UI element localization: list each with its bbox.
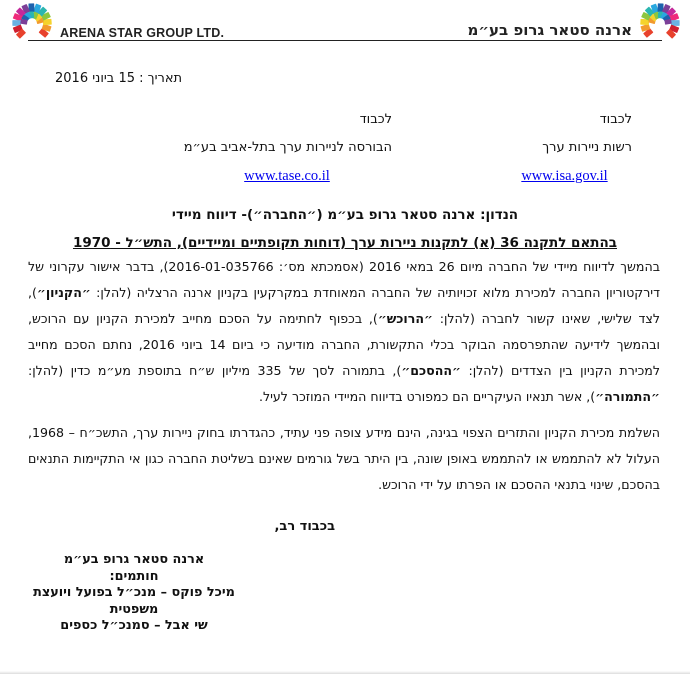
recipient-name: הבורסה לניירות ערך בתל-אביב בע״מ: [183, 140, 392, 155]
signature-line: שי אבל – סמנכ״ל כספים: [60, 618, 208, 633]
defined-term: ״הרוכש״: [377, 311, 433, 326]
salutation: לכבוד: [359, 112, 392, 127]
recipient-link-isa[interactable]: www.isa.gov.il: [521, 168, 608, 184]
subject-line-1: הנדון: ארנה סטאר גרופ בע״מ (״החברה״)- דיווח מיידי: [171, 207, 519, 223]
body-paragraph-1: [28, 254, 660, 410]
body-text: בהמשך לדיווח מיידי של החברה מיום 26 במאי 2016 (אסמכתא מס׳: 2016-01-035766), בדבר אישור עקרוני של דירקטוריון החברה למכירת מלוא זכויותיה של החברה המאוחדת במקרקעין בקניון ארנה הרצליה (להלן:: [28, 259, 660, 300]
body-paragraph-2: [28, 420, 660, 498]
letterhead-rule: [28, 40, 662, 41]
signature-block: [28, 552, 240, 635]
recipient-link-tase[interactable]: www.tase.co.il: [244, 168, 330, 184]
signature-line: משפטית: [109, 601, 159, 617]
company-name-english: ARENA STAR GROUP LTD.: [60, 26, 225, 40]
company-name-hebrew: ארנה סטאר גרופ בע״מ: [467, 21, 632, 39]
body-text: ), בתמורה לסך של 335 מיליון ש״ח בתוספת מע״מ כדין (להלן:: [28, 363, 402, 378]
defined-term: ״ההסכם״: [401, 363, 461, 378]
salutation: לכבוד: [599, 112, 632, 127]
recipient-block-isa: [497, 106, 632, 191]
body-text: השלמת מכירת הקניון והתזרים הצפוי בגינה, הינם מידע צופה פני עתיד, כהגדרתו בחוק ניירות ערך, התשכ״ח – 1968, העלול לא להתממש או להתממש באופן שונה, בין היתר בשל גורמים שאינם בשליטת החברה כגון אי התקיימות התנאים בהסכם, שינוי בתנאי ההסכם או הפרתו על ידי הרוכש.: [28, 425, 660, 492]
subject-block: [0, 201, 690, 257]
recipient-name: רשות ניירות ערך: [542, 140, 632, 155]
defined-term: ״התמורה״: [595, 389, 660, 404]
signature-signers-label: חותמים:: [109, 568, 159, 584]
defined-term: ״הקניון״: [36, 285, 91, 300]
body-text: ), אשר תנאיו העיקריים הם כמפורט בדיווח המיידי המוזכר לעיל.: [258, 389, 596, 404]
recipient-block-tase: [182, 106, 392, 191]
body-text: ), לצד שלישי, שאינו קשור לחברה (להלן:: [28, 285, 660, 326]
letterhead: [0, 0, 690, 48]
body-text: ), בכפוף לחתימה על הסכם מחייב למכירת הקניון עם הרוכש, ובהמשך לידיעה שהתפרסמה הבוקר בכלי התקשורת, החברה מודיעה כי ביום 14 ביוני 2016, נחתם הסכם מחייב למכירת הקניון בין הצדדים (להלן:: [28, 311, 660, 378]
closing-salutation: בכבוד רב,: [274, 519, 335, 534]
subject-line-2: בהתאם לתקנה 36 (א) לתקנות ניירות ערך (דוחות תקופתיים ומיידיים), התש״ל - 1970: [72, 235, 618, 251]
signature-company: ארנה סטאר גרופ בע״מ: [63, 552, 205, 567]
signature-line: מיכל פוקס – מנכ״ל בפועל ויועצת: [33, 585, 235, 600]
date-line: תאריך : 15 ביוני 2016: [55, 71, 183, 86]
letter-body: [28, 254, 660, 635]
